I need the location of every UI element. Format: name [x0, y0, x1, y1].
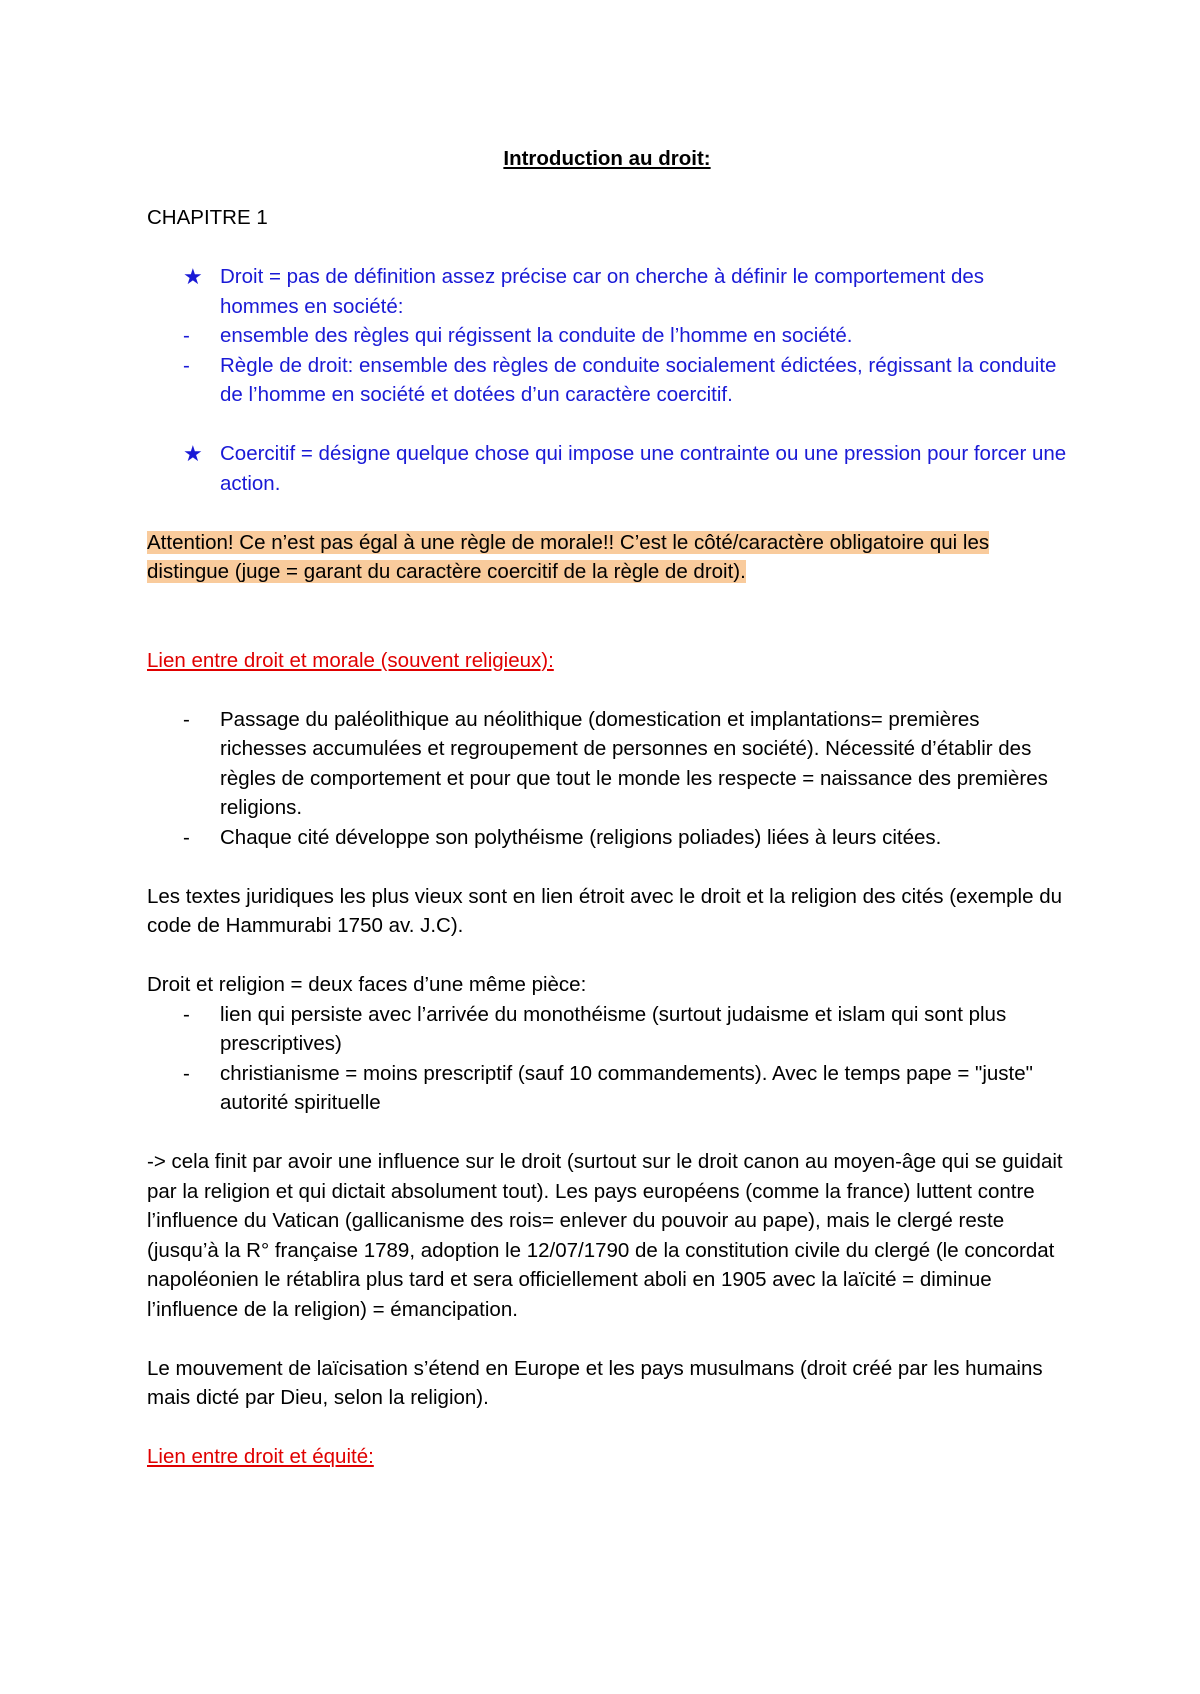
list-item	[147, 1000, 1067, 1059]
attention-note	[147, 528, 1067, 587]
section-heading-morale	[147, 646, 1067, 676]
religion-list	[147, 1000, 1067, 1118]
paragraph-religion: Droit et religion = deux faces d’une même pièce:	[147, 973, 587, 996]
list-item-text: Coercitif = désigne quelque chose qui impose une contrainte ou une pression pour forcer une action.	[220, 442, 1067, 495]
list-item	[147, 705, 1067, 823]
attention-highlight: Attention! Ce n’est pas égal à une règle de morale!! C’est le côté/caractère obligatoire qui les distingue (juge = garant du caractère coercitif de la règle de droit).	[147, 530, 990, 583]
list-item-text: Droit = pas de définition assez précise car on cherche à définir le comportement des hommes en société:	[220, 265, 985, 318]
list-item	[147, 439, 1067, 498]
dash-bullet: -	[183, 324, 190, 347]
list-item-text: lien qui persiste avec l’arrivée du monothéisme (surtout judaisme et islam qui sont plus prescriptives)	[220, 1002, 1007, 1055]
list-item	[147, 823, 1067, 853]
chapter-heading: CHAPITRE 1	[147, 206, 268, 229]
star-bullet-icon: ★	[183, 264, 203, 289]
document-title: Introduction au droit:	[503, 147, 711, 170]
list-item-text: Règle de droit: ensemble des règles de conduite socialement édictées, régissant la conduite de l’homme en société et dotées d’un caractère coercitif.	[220, 353, 1057, 406]
list-item-text: christianisme = moins prescriptif (sauf 10 commandements). Avec le temps pape = "juste" autorité spirituelle	[220, 1061, 1033, 1114]
definition-list	[147, 262, 1067, 410]
dash-bullet: -	[183, 707, 190, 731]
paragraph-influence: -> cela finit par avoir une influence sur le droit (surtout sur le droit canon au moyen-âge qui se guidait par la religion et qui dictait absolument tout). Les pays européens (comme la france) luttent contre l’influence du Vatican (gallicanisme des rois= enlever du pouvoir au pape), mais le clergé reste (jusqu’à la R° française 1789, adoption le 12/07/1790 de la constitution civile du clergé (le concordat napoléonien le rétablira plus tard et sera officiellement aboli en 1905 avec la laïcité = diminue l’influence de la religion) = émancipation.	[147, 1150, 1063, 1321]
dash-bullet: -	[183, 1002, 190, 1026]
list-item	[147, 1059, 1067, 1118]
dash-bullet: -	[183, 825, 190, 849]
coercitif-list	[147, 439, 1067, 498]
document-body	[147, 144, 1067, 1472]
star-bullet-icon: ★	[183, 441, 203, 466]
paragraph-textes: Les textes juridiques les plus vieux sont en lien étroit avec le droit et la religion des cités (exemple du code de Hammurabi 1750 av. J.C).	[147, 884, 1063, 937]
section-heading-text: Lien entre droit et morale (souvent religieux):	[147, 648, 554, 672]
dash-bullet: -	[183, 1061, 190, 1085]
morale-list	[147, 705, 1067, 853]
list-item	[147, 351, 1067, 410]
section-heading-text: Lien entre droit et équité:	[147, 1445, 374, 1468]
list-item	[147, 321, 1067, 351]
list-item-text: Passage du paléolithique au néolithique (domestication et implantations= premières richesses accumulées et regroupement de personnes en société). Nécessité d’établir des règles de comportement et pour que tout le monde les respecte = naissance des premières religions.	[220, 707, 1048, 819]
list-item-text: Chaque cité développe son polythéisme (religions poliades) liées à leurs citées.	[220, 825, 942, 849]
list-item	[147, 262, 1067, 321]
dash-bullet: -	[183, 353, 190, 377]
section-heading-equite	[147, 1442, 1067, 1472]
list-item-text: ensemble des règles qui régissent la conduite de l’homme en société.	[220, 324, 853, 347]
paragraph-laicisation: Le mouvement de laïcisation s’étend en Europe et les pays musulmans (droit créé par les humains mais dicté par Dieu, selon la religion).	[147, 1356, 1043, 1409]
